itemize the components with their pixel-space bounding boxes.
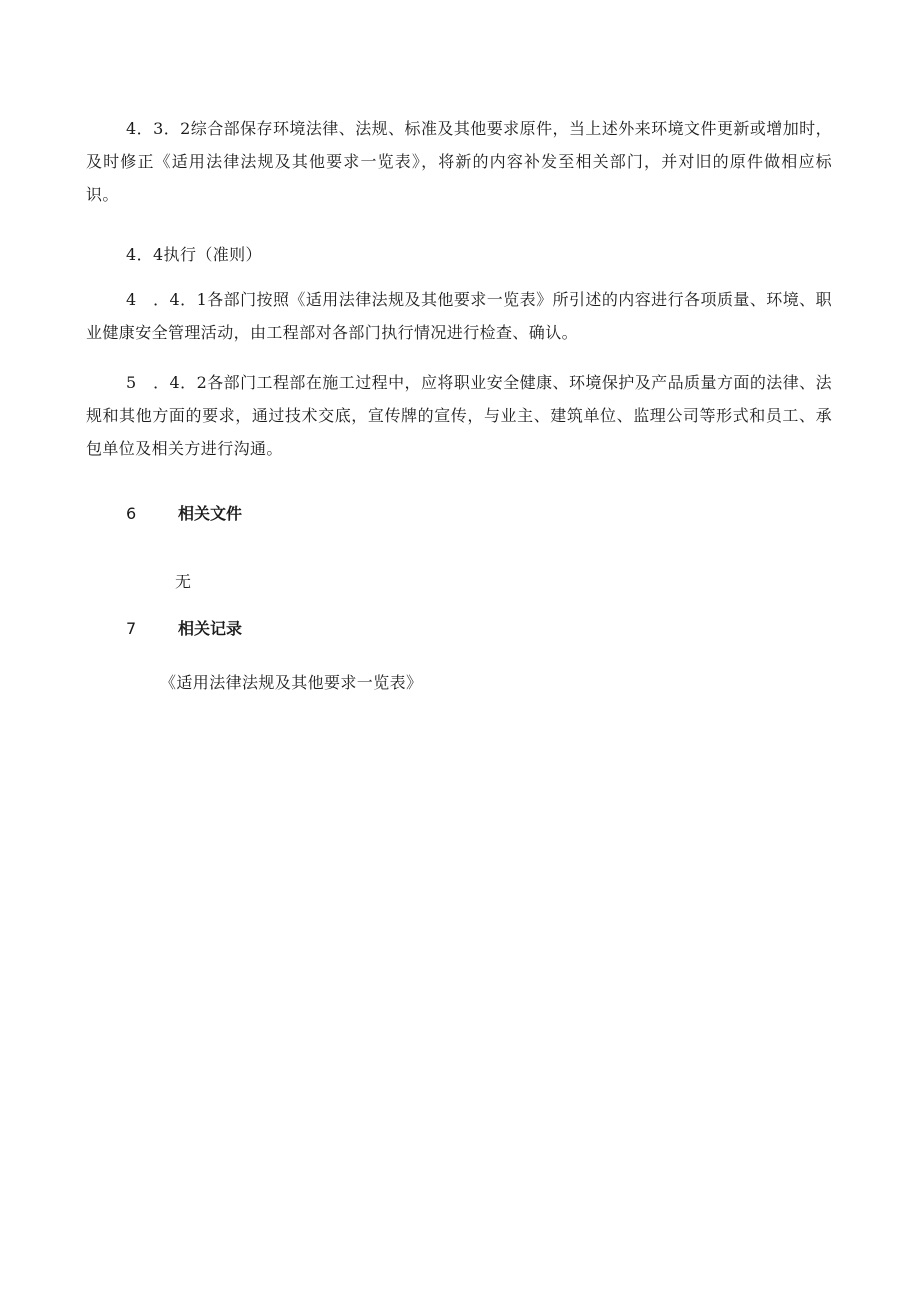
section-7-heading xyxy=(126,616,242,642)
section-7-title: 相关记录 xyxy=(178,619,243,638)
section-6-title: 相关文件 xyxy=(178,504,243,523)
section-6-content: 无 xyxy=(175,572,192,591)
paragraph-4-4-1: 4 ．4．1各部门按照《适用法律法规及其他要求一览表》所引述的内容进行各项质量、环境、职业健康安全管理活动，由工程部对各部门执行情况进行检查、确认。 xyxy=(86,290,832,342)
section-6-number: 6 xyxy=(126,504,137,523)
paragraph-4-4: 4．4执行（准则） xyxy=(126,245,262,264)
section-6-heading xyxy=(126,501,242,527)
paragraph-4-3-2: 4．3．2综合部保存环境法律、法规、标准及其他要求原件，当上述外来环境文件更新或增加时，及时修正《适用法律法规及其他要求一览表》，将新的内容补发至相关部门，并对旧的原件做相应标识。 xyxy=(86,119,832,204)
section-7-number: 7 xyxy=(126,619,137,638)
paragraph-4-4-2: 5 ．4．2各部门工程部在施工过程中，应将职业安全健康、环境保护及产品质量方面的法律、法规和其他方面的要求，通过技术交底，宣传牌的宣传，与业主、建筑单位、监理公司等形式和员工、承包单位及相关方进行沟通。 xyxy=(86,373,832,458)
section-7-content: 《适用法律法规及其他要求一览表》 xyxy=(160,673,423,692)
